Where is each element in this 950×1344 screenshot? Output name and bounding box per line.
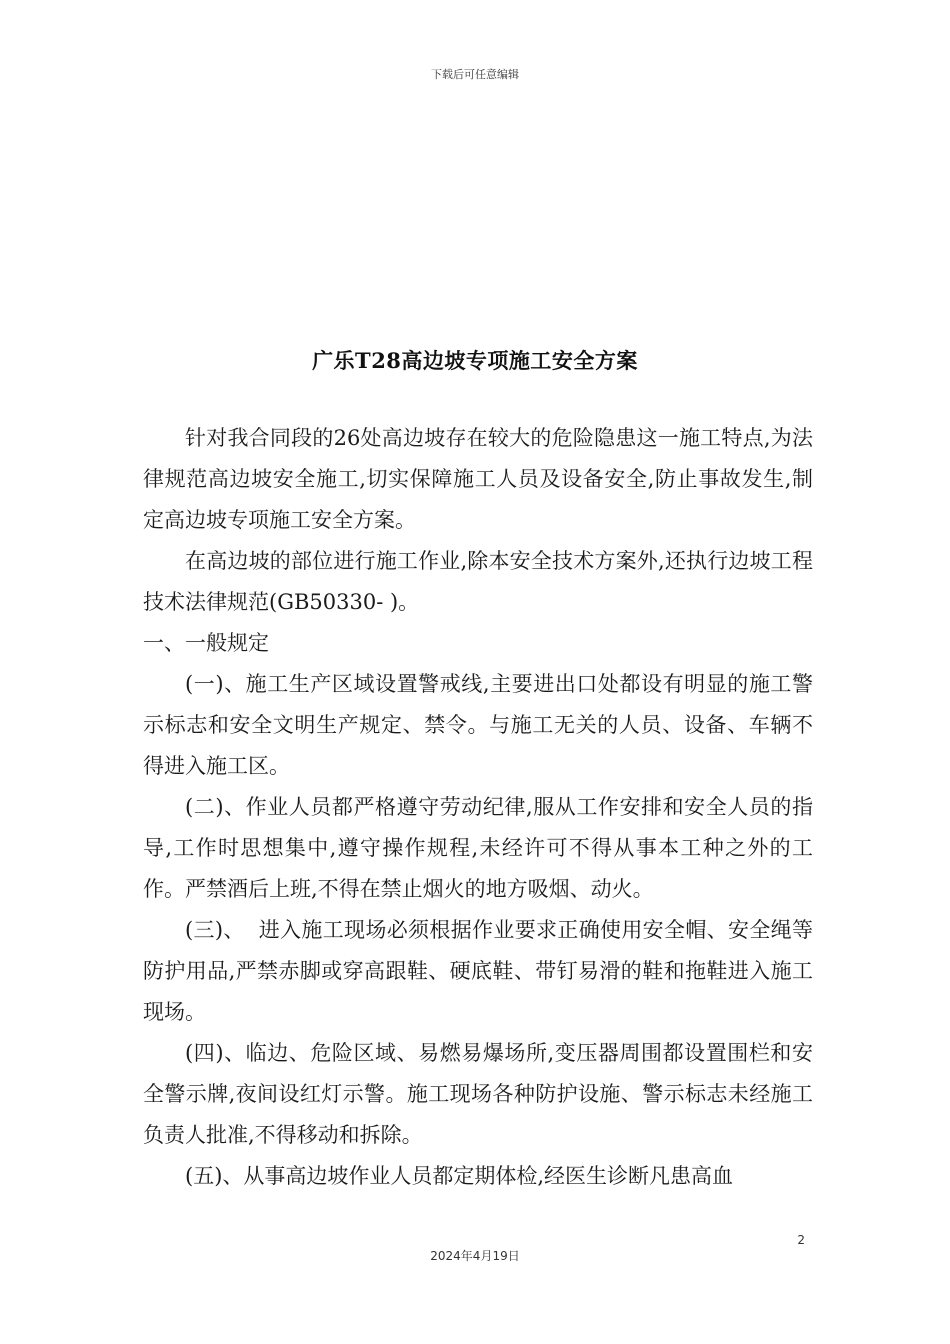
page-number: 2 xyxy=(797,1233,805,1247)
intro-paragraph: 针对我合同段的26处高边坡存在较大的危险隐患这一施工特点,为法律规范高边坡安全施工,切实保障施工人员及设备安全,防止事故发生,制定高边坡专项施工安全方案。 xyxy=(143,426,813,532)
section-heading: 一、一般规定 xyxy=(143,631,269,655)
rule-item-2: (二)、作业人员都严格遵守劳动纪律,服从工作安排和安全人员的指导,工作时思想集中,遵守操作规程,未经许可不得从事本工种之外的工作。严禁酒后上班,不得在禁止烟火的地方吸烟、动火。 xyxy=(143,795,813,901)
document-body xyxy=(143,418,813,1197)
page-header: 下载后可任意编辑 xyxy=(431,68,519,81)
rule-item-1: (一)、施工生产区域设置警戒线,主要进出口处都设有明显的施工警示标志和安全文明生产规定、禁令。与施工无关的人员、设备、车辆不得进入施工区。 xyxy=(143,672,813,778)
rule-item-5: (五)、从事高边坡作业人员都定期体检,经医生诊断凡患高血 xyxy=(185,1164,734,1188)
standard-paragraph: 在高边坡的部位进行施工作业,除本安全技术方案外,还执行边坡工程技术法律规范(GB50330- )。 xyxy=(143,549,813,614)
document-title: 广乐T28高边坡专项施工安全方案 xyxy=(312,348,638,373)
rule-item-4: (四)、临边、危险区域、易燃易爆场所,变压器周围都设置围栏和安全警示牌,夜间设红灯示警。施工现场各种防护设施、警示标志未经施工负责人批准,不得移动和拆除。 xyxy=(143,1041,813,1147)
rule-item-3: (三)、 进入施工现场必须根据作业要求正确使用安全帽、安全绳等防护用品,严禁赤脚或穿高跟鞋、硬底鞋、带钉易滑的鞋和拖鞋进入施工现场。 xyxy=(143,918,813,1024)
page-footer-date: 2024年4月19日 xyxy=(430,1249,520,1263)
